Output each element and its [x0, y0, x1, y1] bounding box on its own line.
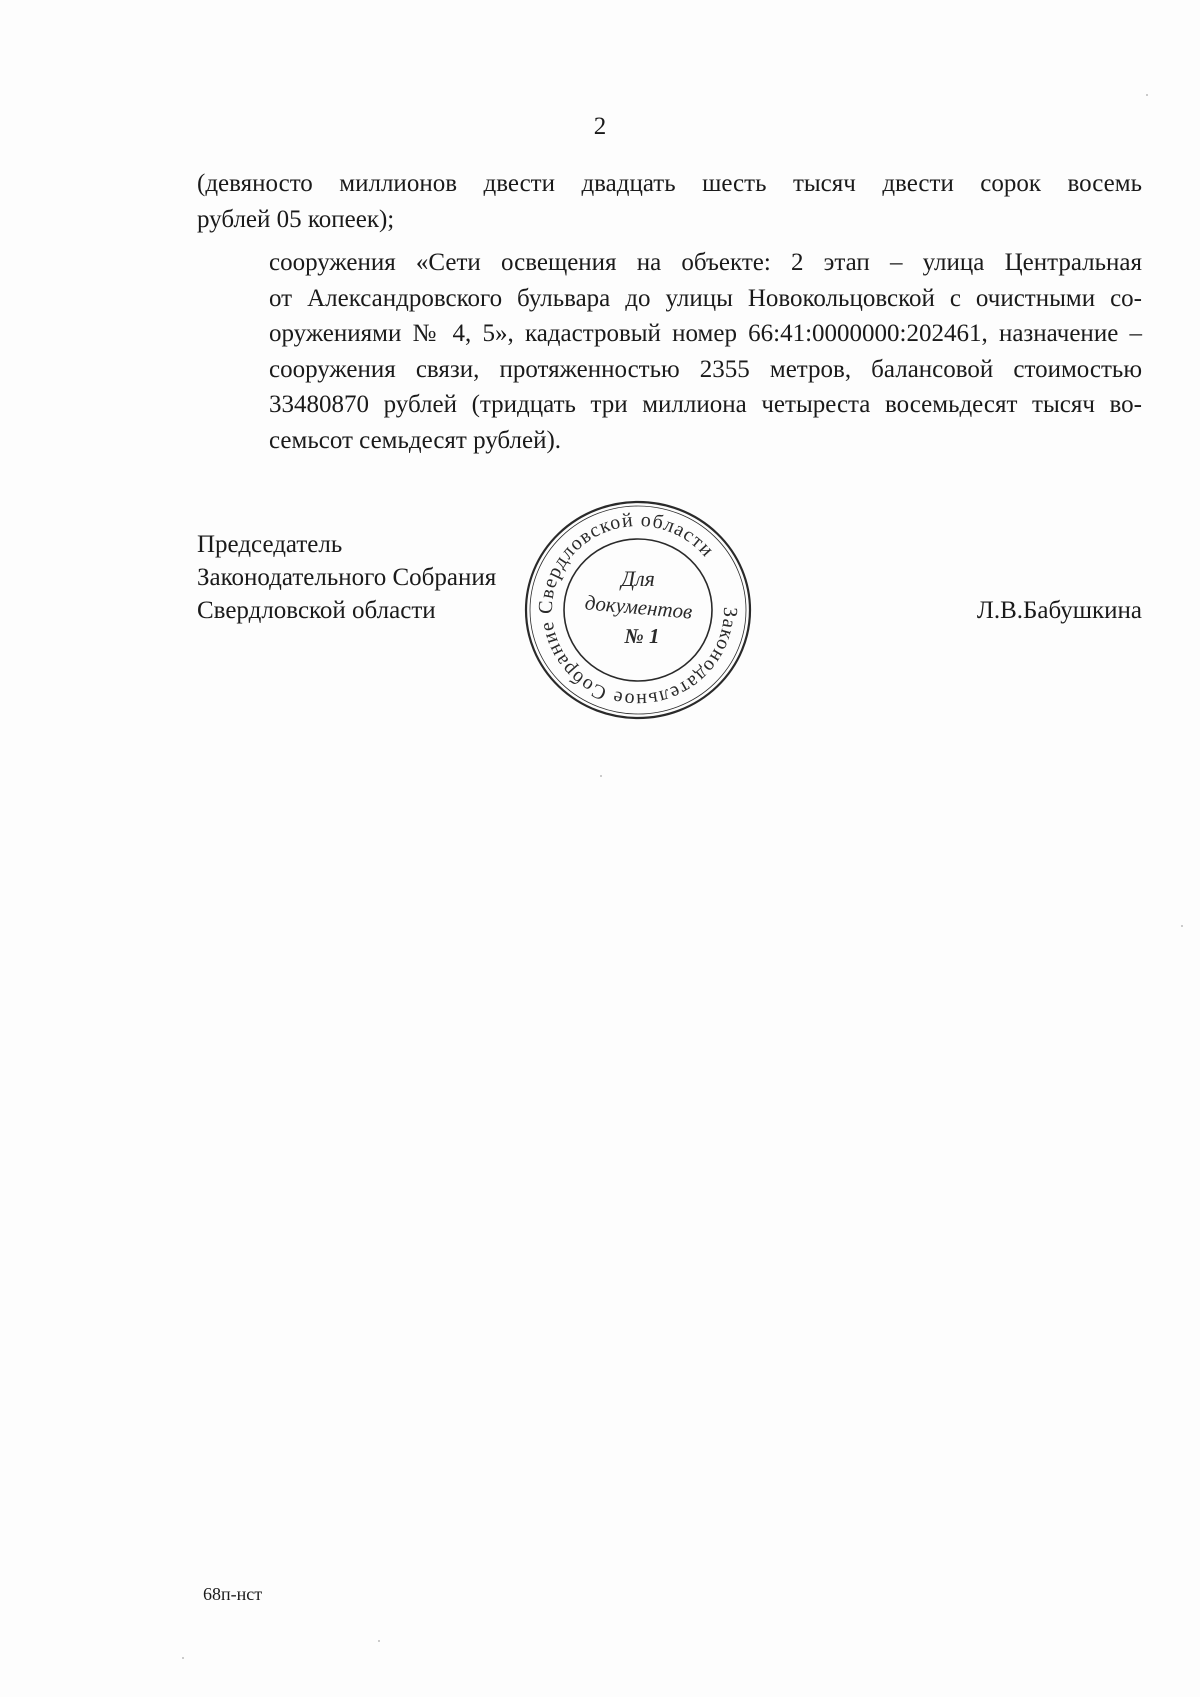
paragraph-main	[197, 245, 1142, 458]
text-line: сооружения связи, протяженностью 2355 метров, балансовой стоимостью	[269, 355, 1142, 383]
scan-speck	[1146, 94, 1148, 96]
paragraph-continuation	[197, 166, 1142, 237]
signatory-title-line: Свердловской области	[197, 597, 436, 624]
scan-speck	[378, 1640, 380, 1642]
scan-speck	[1181, 925, 1183, 927]
text-line: (девяносто миллионов двести двадцать шесть тысяч двести сорок восемь	[197, 170, 1142, 197]
stamp-center-line: № 1	[624, 624, 660, 648]
text-line: от Александровского бульвара до улицы Новокольцовской с очистными со-	[269, 284, 1142, 312]
official-stamp	[518, 496, 758, 724]
stamp-ring-text: Законодательное Собрание Свердловской области	[534, 508, 742, 712]
signatory-title-line: Председатель	[197, 531, 343, 558]
signatory-name: Л.В.Бабушкина	[976, 597, 1142, 624]
stamp-center-line: Для	[621, 566, 655, 591]
scan-speck	[600, 775, 602, 777]
text-line: семьсот семьдесят рублей).	[269, 426, 562, 454]
signatory-title-line: Законодательного Собрания	[197, 564, 497, 591]
signatory-title	[197, 528, 496, 627]
text-line: оружениями № 4, 5», кадастровый номер 66:41:0000000:202461, назначение –	[269, 320, 1142, 347]
text-line: рублей 05 копеек);	[197, 205, 395, 233]
text-line: сооружения «Сети освещения на объекте: 2 этап – улица Центральная	[269, 249, 1142, 276]
document-code: 68п-нст	[203, 1584, 263, 1604]
text-line: 33480870 рублей (тридцать три миллиона четыреста восемьдесят тысяч во-	[269, 391, 1142, 418]
page-number: 2	[593, 113, 607, 140]
stamp-center-line: документов	[583, 590, 694, 624]
scan-speck	[182, 1657, 184, 1659]
